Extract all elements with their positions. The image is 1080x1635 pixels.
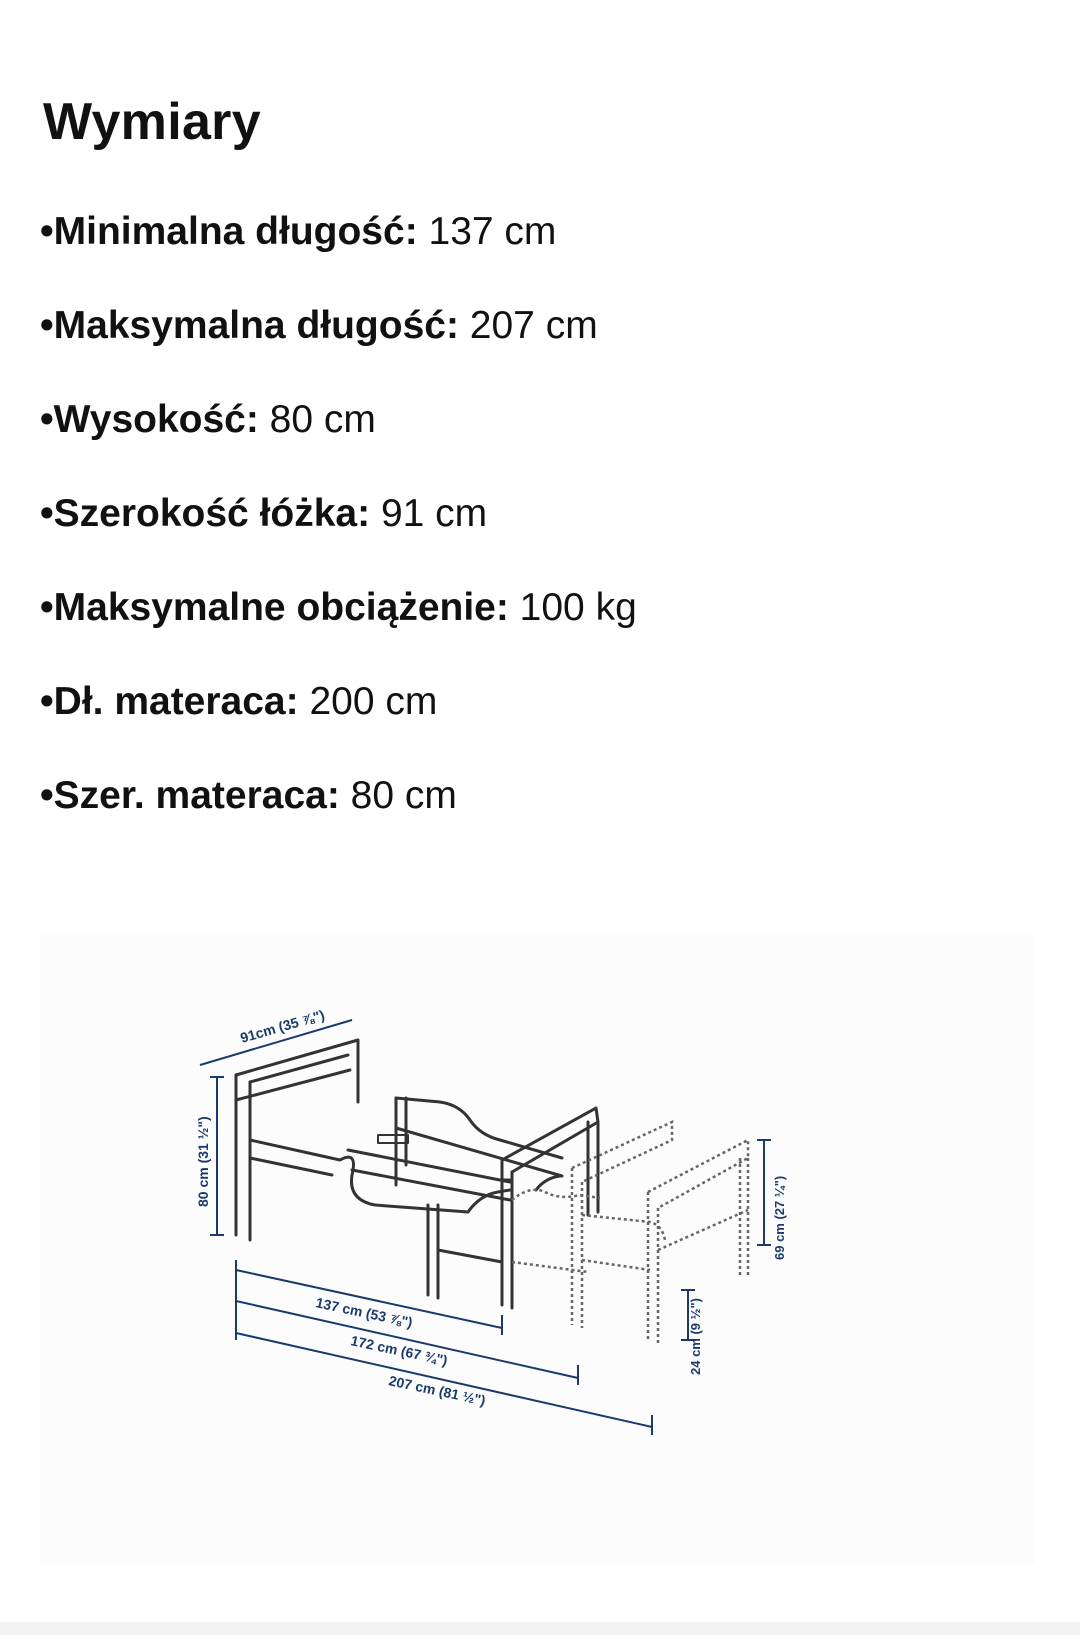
spec-value: 80 cm <box>339 774 457 817</box>
spec-max-load <box>40 584 637 678</box>
rail-height-dimension-label: 69 cm (27 ¼") <box>772 1175 787 1260</box>
dimension-lines <box>200 1020 771 1435</box>
spec-bed-width <box>40 490 637 584</box>
spec-min-length <box>40 208 637 302</box>
spec-list <box>40 208 637 866</box>
leg-height-dimension-label: 24 cm (9 ½") <box>688 1298 703 1375</box>
spec-label: •Wysokość: <box>40 398 259 441</box>
spec-label: •Minimalna długość: <box>40 210 418 253</box>
spec-height <box>40 396 637 490</box>
dimension-diagram-panel <box>40 935 1035 1565</box>
length-min-dimension-label: 137 cm (53 ⅞") <box>314 1294 415 1331</box>
length-max-dimension-label: 207 cm (81 ½") <box>387 1372 488 1409</box>
spec-max-length <box>40 302 637 396</box>
spec-value: 207 cm <box>458 304 598 347</box>
spec-value: 80 cm <box>258 398 376 441</box>
spec-value: 100 kg <box>508 586 637 629</box>
spec-label: •Szerokość łóżka: <box>40 492 371 535</box>
spec-value: 200 cm <box>298 680 438 723</box>
width-dimension-label: 91cm (35 ⅞") <box>238 1006 327 1046</box>
spec-mattress-width <box>40 772 637 866</box>
height-dimension-label: 80 cm (31 ½") <box>195 1116 211 1207</box>
length-mid-dimension-label: 172 cm (67 ¾") <box>349 1332 450 1369</box>
spec-value: 91 cm <box>370 492 488 535</box>
spec-label: •Maksymalne obciążenie: <box>40 586 509 629</box>
spec-label: •Dł. materaca: <box>40 680 299 723</box>
spec-mattress-length <box>40 678 637 772</box>
page-title: Wymiary <box>43 93 261 151</box>
spec-value: 137 cm <box>417 210 557 253</box>
spec-label: •Maksymalna długość: <box>40 304 459 347</box>
dimension-annotations <box>40 935 1035 1565</box>
spec-label: •Szer. materaca: <box>40 774 340 817</box>
bottom-edge <box>0 1622 1080 1635</box>
